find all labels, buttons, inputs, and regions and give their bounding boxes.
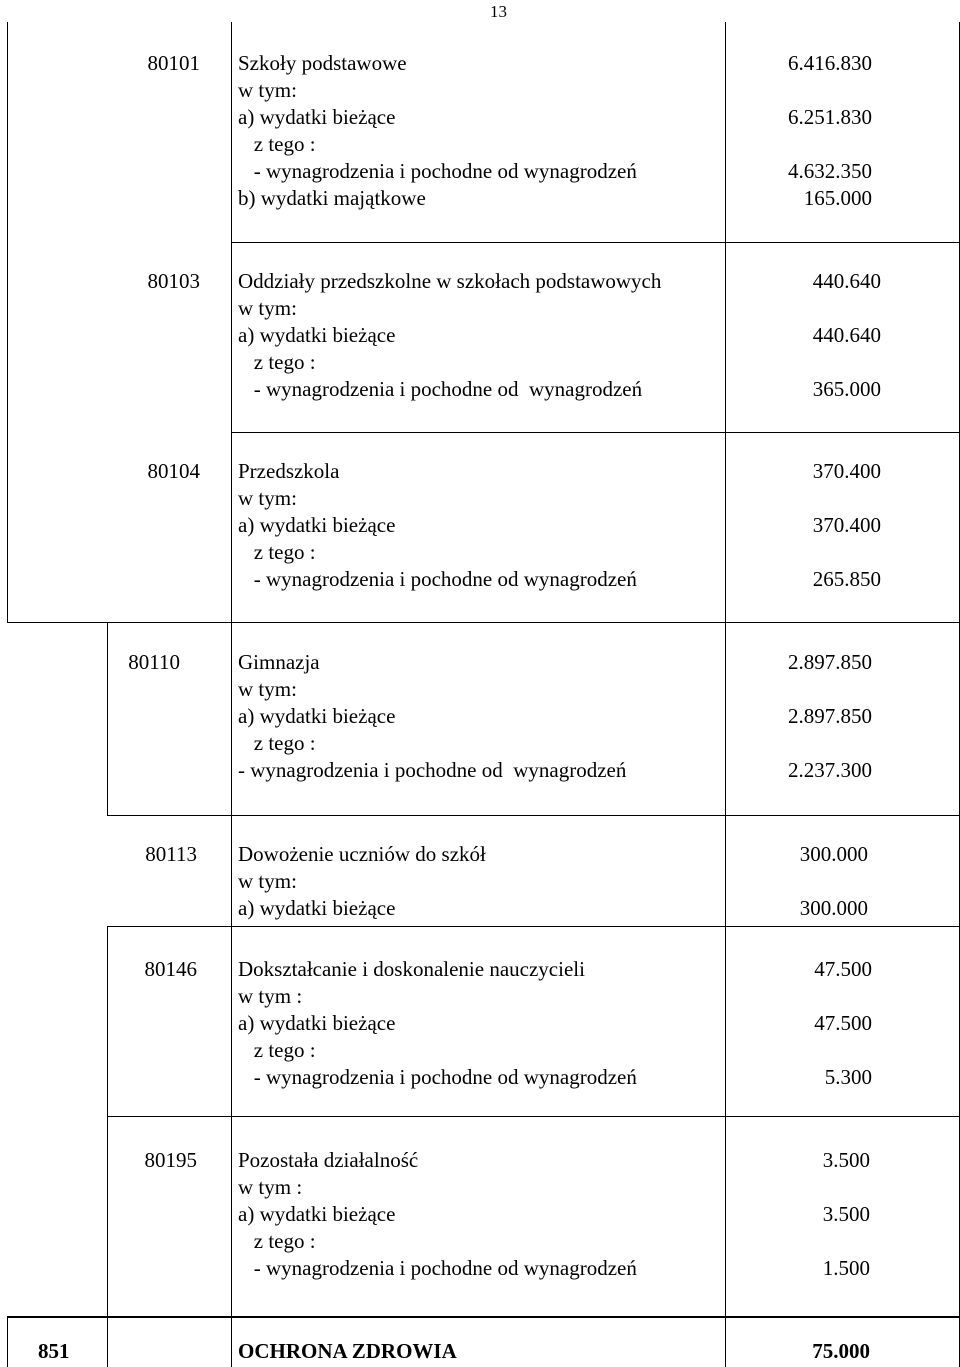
footer-amount-border <box>725 1316 726 1367</box>
amount-value: 300.000 <box>799 896 868 920</box>
section-description <box>238 268 661 403</box>
section-code: 80110 <box>128 650 180 674</box>
table-left-border <box>7 22 8 622</box>
amount-value <box>740 295 881 322</box>
section-description <box>238 50 637 212</box>
amount-value: 165.000 <box>803 186 872 210</box>
description-line: b) wydatki majątkowe <box>238 186 426 210</box>
description-line: - wynagrodzenia i pochodne od wynagrodzeń <box>238 567 637 591</box>
amount-value <box>740 539 881 566</box>
description-line: z tego : <box>238 132 316 156</box>
description-line: Dowożenie uczniów do szkół <box>238 842 486 866</box>
amount-value: 5.300 <box>824 1065 872 1089</box>
amount-value <box>740 676 872 703</box>
amount-value: 3.500 <box>822 1148 870 1172</box>
description-line: Gimnazja <box>238 650 320 674</box>
section-column-border-lower <box>107 926 108 1316</box>
description-line: w tym : <box>238 1175 303 1199</box>
separator-5 <box>107 926 960 927</box>
description-line: Szkoły podstawowe <box>238 51 407 75</box>
section-amounts <box>740 649 872 784</box>
separator-7 <box>7 1316 960 1318</box>
description-line: a) wydatki bieżące <box>238 105 396 129</box>
section-code: 80146 <box>144 957 197 981</box>
amount-value: 47.500 <box>814 957 872 981</box>
description-line: z tego : <box>238 350 316 374</box>
section-amounts <box>740 841 868 922</box>
amount-value <box>740 349 881 376</box>
amount-value: 2.897.850 <box>788 704 872 728</box>
description-line: a) wydatki bieżące <box>238 896 396 920</box>
description-line: w tym: <box>238 78 297 102</box>
section-amounts <box>740 1147 870 1282</box>
section-description <box>238 649 626 784</box>
section-description <box>238 841 486 922</box>
amount-value: 3.500 <box>822 1202 870 1226</box>
amount-value <box>740 485 881 512</box>
section-description <box>238 458 637 593</box>
chapter-amount: 75.000 <box>812 1339 870 1363</box>
amount-value: 2.237.300 <box>788 758 872 782</box>
description-line: Dokształcanie i doskonalenie nauczycieli <box>238 957 585 981</box>
chapter-title: OCHRONA ZDROWIA <box>238 1339 457 1363</box>
description-line: w tym: <box>238 486 297 510</box>
amount-value: 300.000 <box>799 842 868 866</box>
section-description <box>238 956 637 1091</box>
section-amounts <box>740 268 881 403</box>
amount-value <box>740 1228 870 1255</box>
section-code: 80195 <box>144 1148 197 1172</box>
amount-value: 365.000 <box>812 377 881 401</box>
amount-column-border-2 <box>725 242 726 432</box>
amount-value: 6.251.830 <box>788 105 872 129</box>
description-line: z tego : <box>238 731 316 755</box>
amount-value <box>740 131 872 158</box>
amount-value: 440.640 <box>812 269 881 293</box>
separator-2 <box>231 432 960 433</box>
description-line: - wynagrodzenia i pochodne od wynagrodzeń <box>238 1256 637 1280</box>
description-line: a) wydatki bieżące <box>238 513 396 537</box>
amount-column-border-3 <box>725 432 726 1316</box>
amount-value: 2.897.850 <box>788 650 872 674</box>
page-number: 13 <box>490 2 507 21</box>
description-line: a) wydatki bieżące <box>238 323 396 347</box>
amount-value: 47.500 <box>814 1011 872 1035</box>
amount-value: 370.400 <box>812 459 881 483</box>
section-amounts <box>740 956 872 1091</box>
description-line: a) wydatki bieżące <box>238 1011 396 1035</box>
description-line: z tego : <box>238 540 316 564</box>
amount-value <box>740 983 872 1010</box>
description-line: Pozostała działalność <box>238 1148 419 1172</box>
separator-3 <box>7 622 960 623</box>
description-line: z tego : <box>238 1229 316 1253</box>
description-line: Przedszkola <box>238 459 340 483</box>
description-line: z tego : <box>238 1038 316 1062</box>
amount-value: 6.416.830 <box>788 51 872 75</box>
section-amounts <box>740 50 872 212</box>
amount-value <box>740 730 872 757</box>
separator-6 <box>107 1116 960 1117</box>
amount-value: 440.640 <box>812 323 881 347</box>
section-code: 80103 <box>147 269 200 293</box>
chapter-code: 851 <box>38 1339 70 1363</box>
description-column-border <box>231 22 232 1316</box>
amount-value: 265.850 <box>812 567 881 591</box>
footer-code-border <box>107 1316 108 1367</box>
separator-1 <box>231 242 960 243</box>
description-line: w tym: <box>238 296 297 320</box>
description-line: - wynagrodzenia i pochodne od wynagrodzeń <box>238 377 643 401</box>
amount-value: 370.400 <box>812 513 881 537</box>
separator-4 <box>107 815 960 816</box>
section-code: 80113 <box>145 842 197 866</box>
description-line: w tym : <box>238 984 303 1008</box>
description-line: a) wydatki bieżące <box>238 1202 396 1226</box>
table-left-border-lower <box>7 1316 8 1367</box>
amount-value <box>740 868 868 895</box>
amount-value <box>740 77 872 104</box>
description-line: - wynagrodzenia i pochodne od wynagrodzeń <box>238 1065 637 1089</box>
description-line: a) wydatki bieżące <box>238 704 396 728</box>
section-description <box>238 1147 637 1282</box>
section-code: 80104 <box>147 459 200 483</box>
description-line: Oddziały przedszkolne w szkołach podstawowych <box>238 269 662 293</box>
description-line: w tym: <box>238 869 297 893</box>
description-line: w tym: <box>238 677 297 701</box>
amount-value <box>740 1037 872 1064</box>
amount-value: 4.632.350 <box>788 159 872 183</box>
footer-desc-border <box>231 1316 232 1367</box>
amount-column-border <box>725 22 726 242</box>
amount-value <box>740 1174 870 1201</box>
description-line: - wynagrodzenia i pochodne od wynagrodzeń <box>238 159 637 183</box>
section-code: 80101 <box>147 51 200 75</box>
description-line: - wynagrodzenia i pochodne od wynagrodzeń <box>238 758 627 782</box>
section-amounts <box>740 458 881 593</box>
amount-value: 1.500 <box>822 1256 870 1280</box>
